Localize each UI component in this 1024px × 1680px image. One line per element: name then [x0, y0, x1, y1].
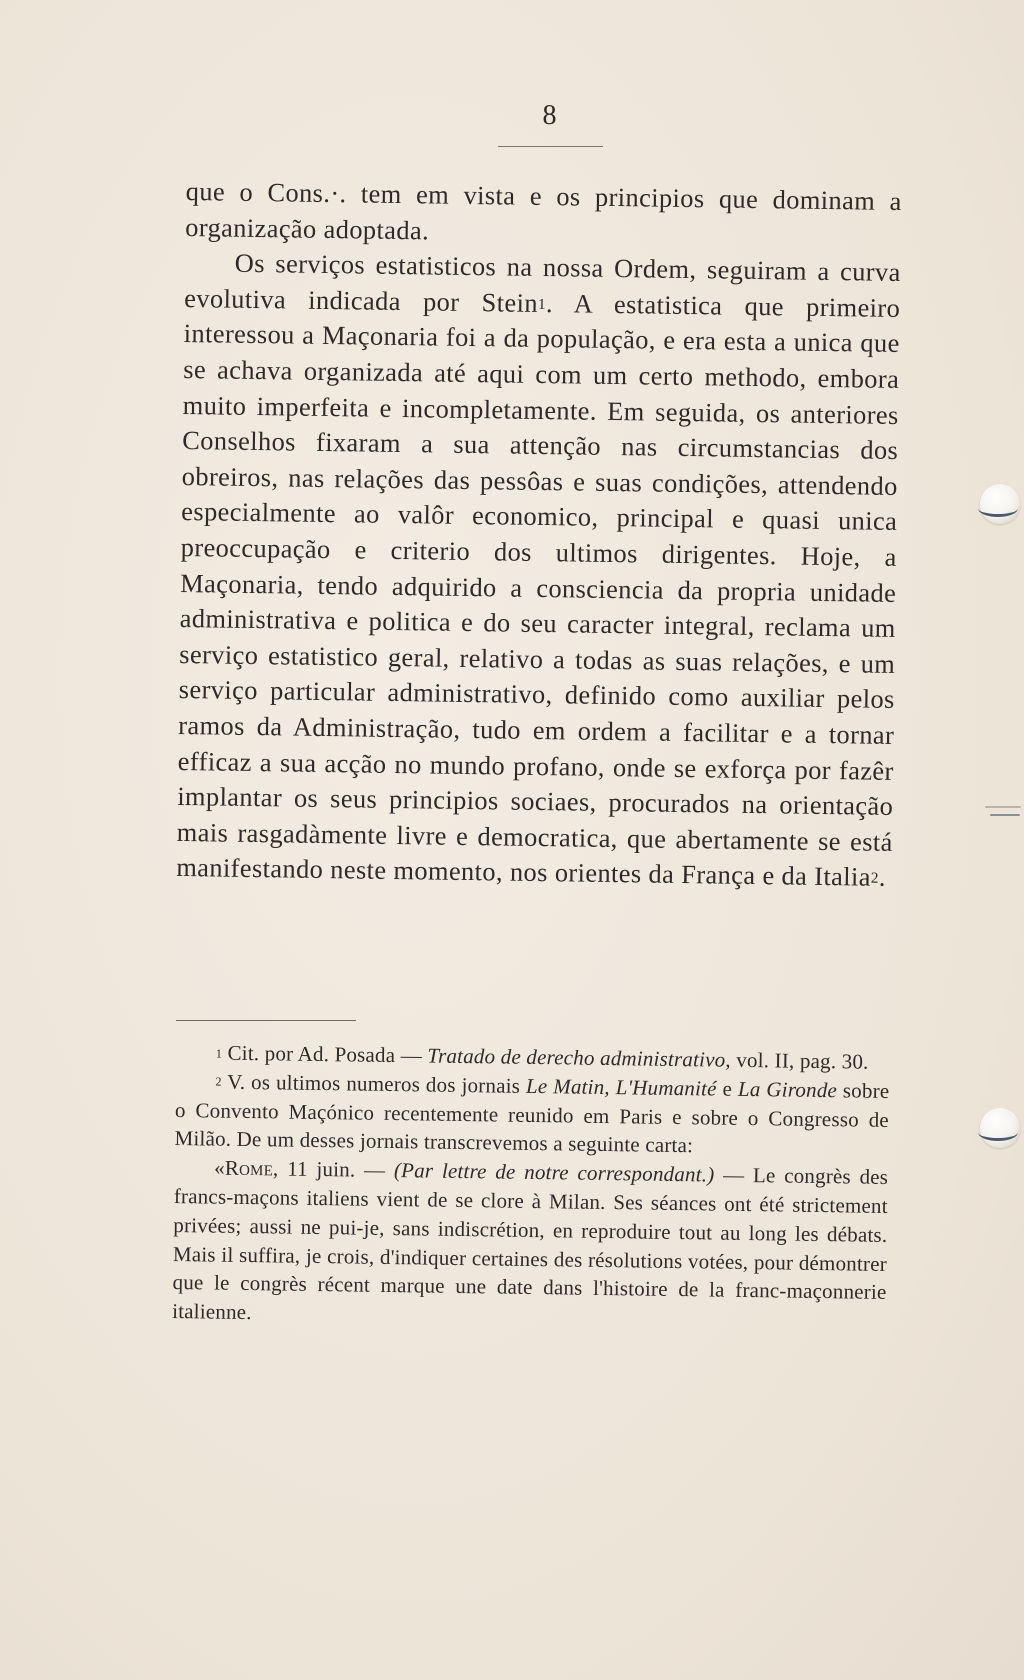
footnotes [172, 1038, 890, 1336]
paragraph-text: Os serviços estatisticos na nossa Ordem, seguiram a curva evolutiva indicada por Stein [184, 247, 901, 318]
footnote-text: sobre o Convento Maçónico recentemente reunido em Paris e sobre o Congresso de Milão. De um desses jornais transcrevemos a seguinte carta: [174, 1078, 890, 1158]
book-title: Tratado de derecho administrativo, [427, 1043, 732, 1072]
footnote-text: e [722, 1076, 733, 1101]
quoted-letter [172, 1153, 888, 1336]
paper-mark [990, 814, 1020, 816]
footnote [174, 1067, 889, 1163]
footnote-separator [176, 1020, 356, 1021]
newspaper-names: Le Matin, L'Humanité [525, 1073, 717, 1101]
paragraph [176, 245, 901, 896]
footnote-reference: 2 [870, 869, 880, 887]
paper-hole-shadow [978, 1124, 1018, 1141]
quote-date: 11 juin. — [287, 1156, 386, 1183]
footnote-text: Cit. por Ad. Posada — [227, 1040, 423, 1068]
main-text [176, 174, 902, 896]
paragraph-text: . [878, 862, 887, 893]
newspaper-name: La Gironde [737, 1076, 838, 1103]
footnote-mark: 2 [215, 1074, 222, 1090]
quote-place: Rome, [224, 1155, 279, 1181]
page-number-rule [498, 146, 603, 147]
paragraph-text: . A estatistica que primeiro interessou a Maçonaria foi a da população, e era esta a unica que se achava organizada até aqui com um certo methodo, embora muito imperfeita e incompletamente. Em seguida, os anteriores Conselhos fixaram a sua attenção nas circumstancias dos obreiros, nas relações das pessôas e suas condições, attendendo especialmente ao valôr economico, principal e quasi unica preoccupação e criterio dos ultimos dirigentes. Hoje, a Maçonaria, tendo adquirido a consciencia da propria unidade administrativa e politica e do seu caracter integral, reclama um serviço estatistico geral, relativo a todas as suas relações, e um serviço particular administrativo, definido como auxiliar pelos ramos da Administração, tudo em ordem a facilitar e a tornar efficaz a sua acção no mundo profano, onde se exforça por fazêr implantar os seus principios sociaes, procurados na orientação mais rasgadàmente livre e democratica, que abertamente se está manifestando neste momento, nos orientes da França e da Italia [176, 287, 901, 892]
footnote-reference: 1 [537, 295, 547, 313]
paragraph [185, 174, 902, 255]
footnote-text: vol. II, pag. 30. [736, 1047, 869, 1074]
quote-source: (Par lettre de notre correspondant.) [393, 1158, 715, 1187]
paragraph-text: que o Cons.·. tem em vista e os principios que dominam a organização adoptada. [185, 175, 902, 245]
footnote-mark: 1 [215, 1046, 223, 1061]
quote-mark: « [214, 1155, 226, 1180]
paper-hole-shadow [978, 500, 1018, 517]
quote-body: — Le congrès des francs-maçons italiens vient de se clore à Milan. Ses séances ont été strictement privées; aussi ne pui-je, sans indiscrétion, en reproduire tout au long les débats. Mais il suffira, je crois, d'indiquer certaines des résolutions votées, pour démontrer que le congrès récent marque une date dans l'histoire de la franc-maçonnerie italienne. [172, 1162, 889, 1325]
footnote-text: V. os ultimos numeros dos jornais [227, 1069, 521, 1098]
page-number: 8 [542, 100, 558, 131]
paper-mark [985, 806, 1021, 808]
